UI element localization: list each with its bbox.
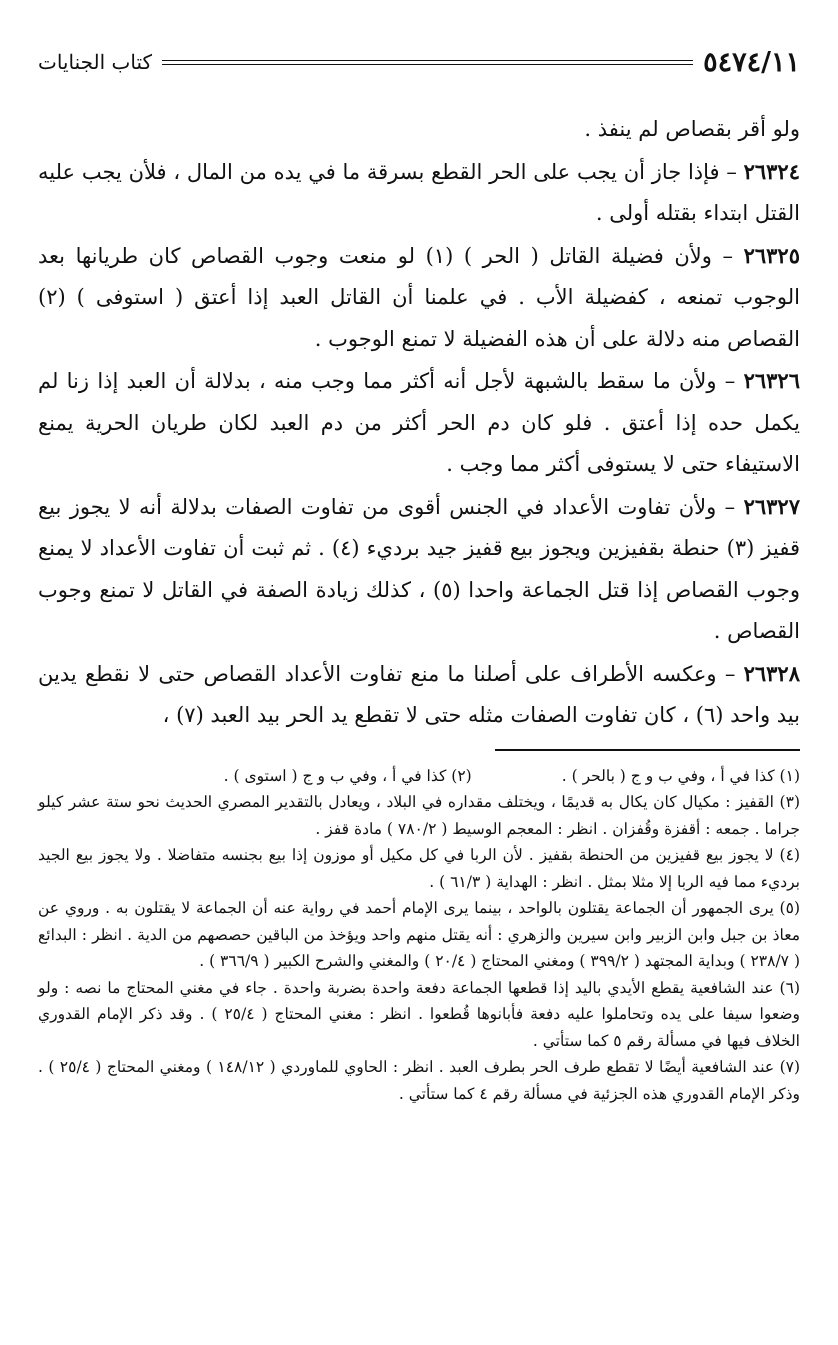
paragraph-text: – ولأن تفاوت الأعداد في الجنس أقوى من تفاوت الصفات بدلالة أنه لا يجوز بيع قفيز (٣) حنطة بقفيزين ويجوز بيع قفيز جيد برديء (٤) . ثم ثبت أن تفاوت الأعداد لا يمنع وجوب القصاص إذا قتل الجماعة واحدا (٥) ، كذلك زيادة الصفة في القاتل لا تمنع وجوب القصاص .	[38, 494, 800, 643]
page-header	[38, 40, 800, 84]
footnotes	[38, 763, 800, 1108]
paragraph	[38, 360, 800, 486]
main-text	[38, 108, 800, 737]
paragraph-text: – ولأن ما سقط بالشبهة لأجل أنه أكثر مما وجب منه ، بدلالة أن العبد إذا زنا لم يكمل حده إذا أعتق . فلو كان دم الحر أكثر من دم العبد لكان طريان الحرية يمنع الاستيفاء حتى لا يستوفى أكثر مما وجب .	[38, 369, 800, 476]
footnote-separator	[495, 749, 800, 751]
footnote-row	[38, 763, 800, 790]
paragraph	[38, 151, 800, 235]
page	[38, 40, 800, 1107]
paragraph	[38, 653, 800, 737]
paragraph-text: – ولأن فضيلة القاتل ( الحر ) (١) لو منعت وجوب القصاص كان طريانها بعد الوجوب تمنعه ، كفضيلة الأب . في علمنا أن القاتل العبد إذا أعتق ( استوفى ) (٢) القصاص منه دلالة على أن هذه الفضيلة لا تمنع الوجوب .	[38, 243, 800, 351]
footnote: (٥) يرى الجمهور أن الجماعة يقتلون بالواحد ، بينما يرى الإمام أحمد في رواية عنه أن الجماعة لا يقتلون به . وروي عن معاذ بن جبل وابن الزبير وابن سيرين والزهري : أنه يقتل منهم واحد ويؤخذ من الباقين حصصهم من الدية . انظر : البدائع ( ٢٣٨/٧ ) وبداية المجتهد ( ٣٩٩/٢ ) ومغني المحتاج ( ٢٠/٤ ) والمغني والشرح الكبير ( ٣٦٦/٩ ) .	[38, 899, 800, 970]
paragraph-number: ٢٦٣٢٤	[743, 158, 800, 184]
paragraph-number: ٢٦٣٢٥	[743, 242, 800, 268]
book-title: كتاب الجنايات	[38, 50, 153, 74]
footnote: (١) كذا في أ ، وفي ب و ج ( بالحر ) .	[561, 766, 800, 785]
paragraph	[38, 235, 800, 361]
paragraph-number: ٢٦٣٢٨	[743, 660, 800, 686]
header-rule	[162, 60, 693, 65]
footnote: (٢) كذا في أ ، وفي ب و ج ( استوى ) .	[223, 766, 472, 785]
footnote: (٦) عند الشافعية يقطع الأيدي باليد إذا قطعها الجماعة دفعة واحدة بضربة واحدة . جاء في مغني المحتاج ما نصه : ولو وضعوا سيفا على يده وتحاملوا عليه دفعة فأبانوها قُطعوا . انظر : مغني المحتاج ( ٢٥/٤ ) . وقد ذكر الإمام القدوري الخلاف فيها في مسألة رقم ٥ كما ستأتي .	[38, 978, 800, 1050]
page-number: ٥٤٧٤/١١	[703, 46, 800, 78]
paragraph	[38, 108, 800, 151]
paragraph-text: ولو أقر بقصاص لم ينفذ .	[584, 117, 800, 141]
paragraph-text: – فإذا جاز أن يجب على الحر القطع بسرقة ما في يده من المال ، فلأن يجب عليه القتل ابتداء بقتله أولى .	[38, 159, 800, 225]
footnote: (٧) عند الشافعية أيضًا لا تقطع طرف الحر بطرف العبد . انظر : الحاوي للماوردي ( ١٤٨/١٢ ) ومغني المحتاج ( ٢٥/٤ ) . وذكر الإمام القدوري هذه الجزئية في مسألة رقم ٤ كما ستأتي .	[38, 1058, 801, 1103]
footnote: (٤) لا يجوز بيع قفيزين من الحنطة بقفيز . لأن الربا في كل مكيل أو موزون إذا بيع بجنسه متفاضلا . ولا يجوز بيع الجيد برديء مما فيه الربا إلا مثلا بمثل . انظر : الهداية ( ٦١/٣ ) .	[38, 846, 800, 891]
paragraph-text: – وعكسه الأطراف على أصلنا ما منع تفاوت الأعداد القصاص حتى لا نقطع يدين بيد واحد (٦) ، كان تفاوت الصفات مثله حتى لا تقطع يد الحر بيد العبد (٧) ،	[38, 661, 800, 727]
paragraph	[38, 486, 800, 653]
paragraph-number: ٢٦٣٢٧	[743, 493, 800, 519]
footnote: (٣) القفيز : مكيال كان يكال به قديمًا ، ويختلف مقداره في البلاد ، ويعادل بالتقدير المصري الحديث نحو ستة عشر كيلو جراما . جمعه : أقفزة وقُفزان . انظر : المعجم الوسيط ( ٧٨٠/٢ ) مادة قفز .	[38, 793, 800, 838]
paragraph-number: ٢٦٣٢٦	[743, 368, 800, 393]
